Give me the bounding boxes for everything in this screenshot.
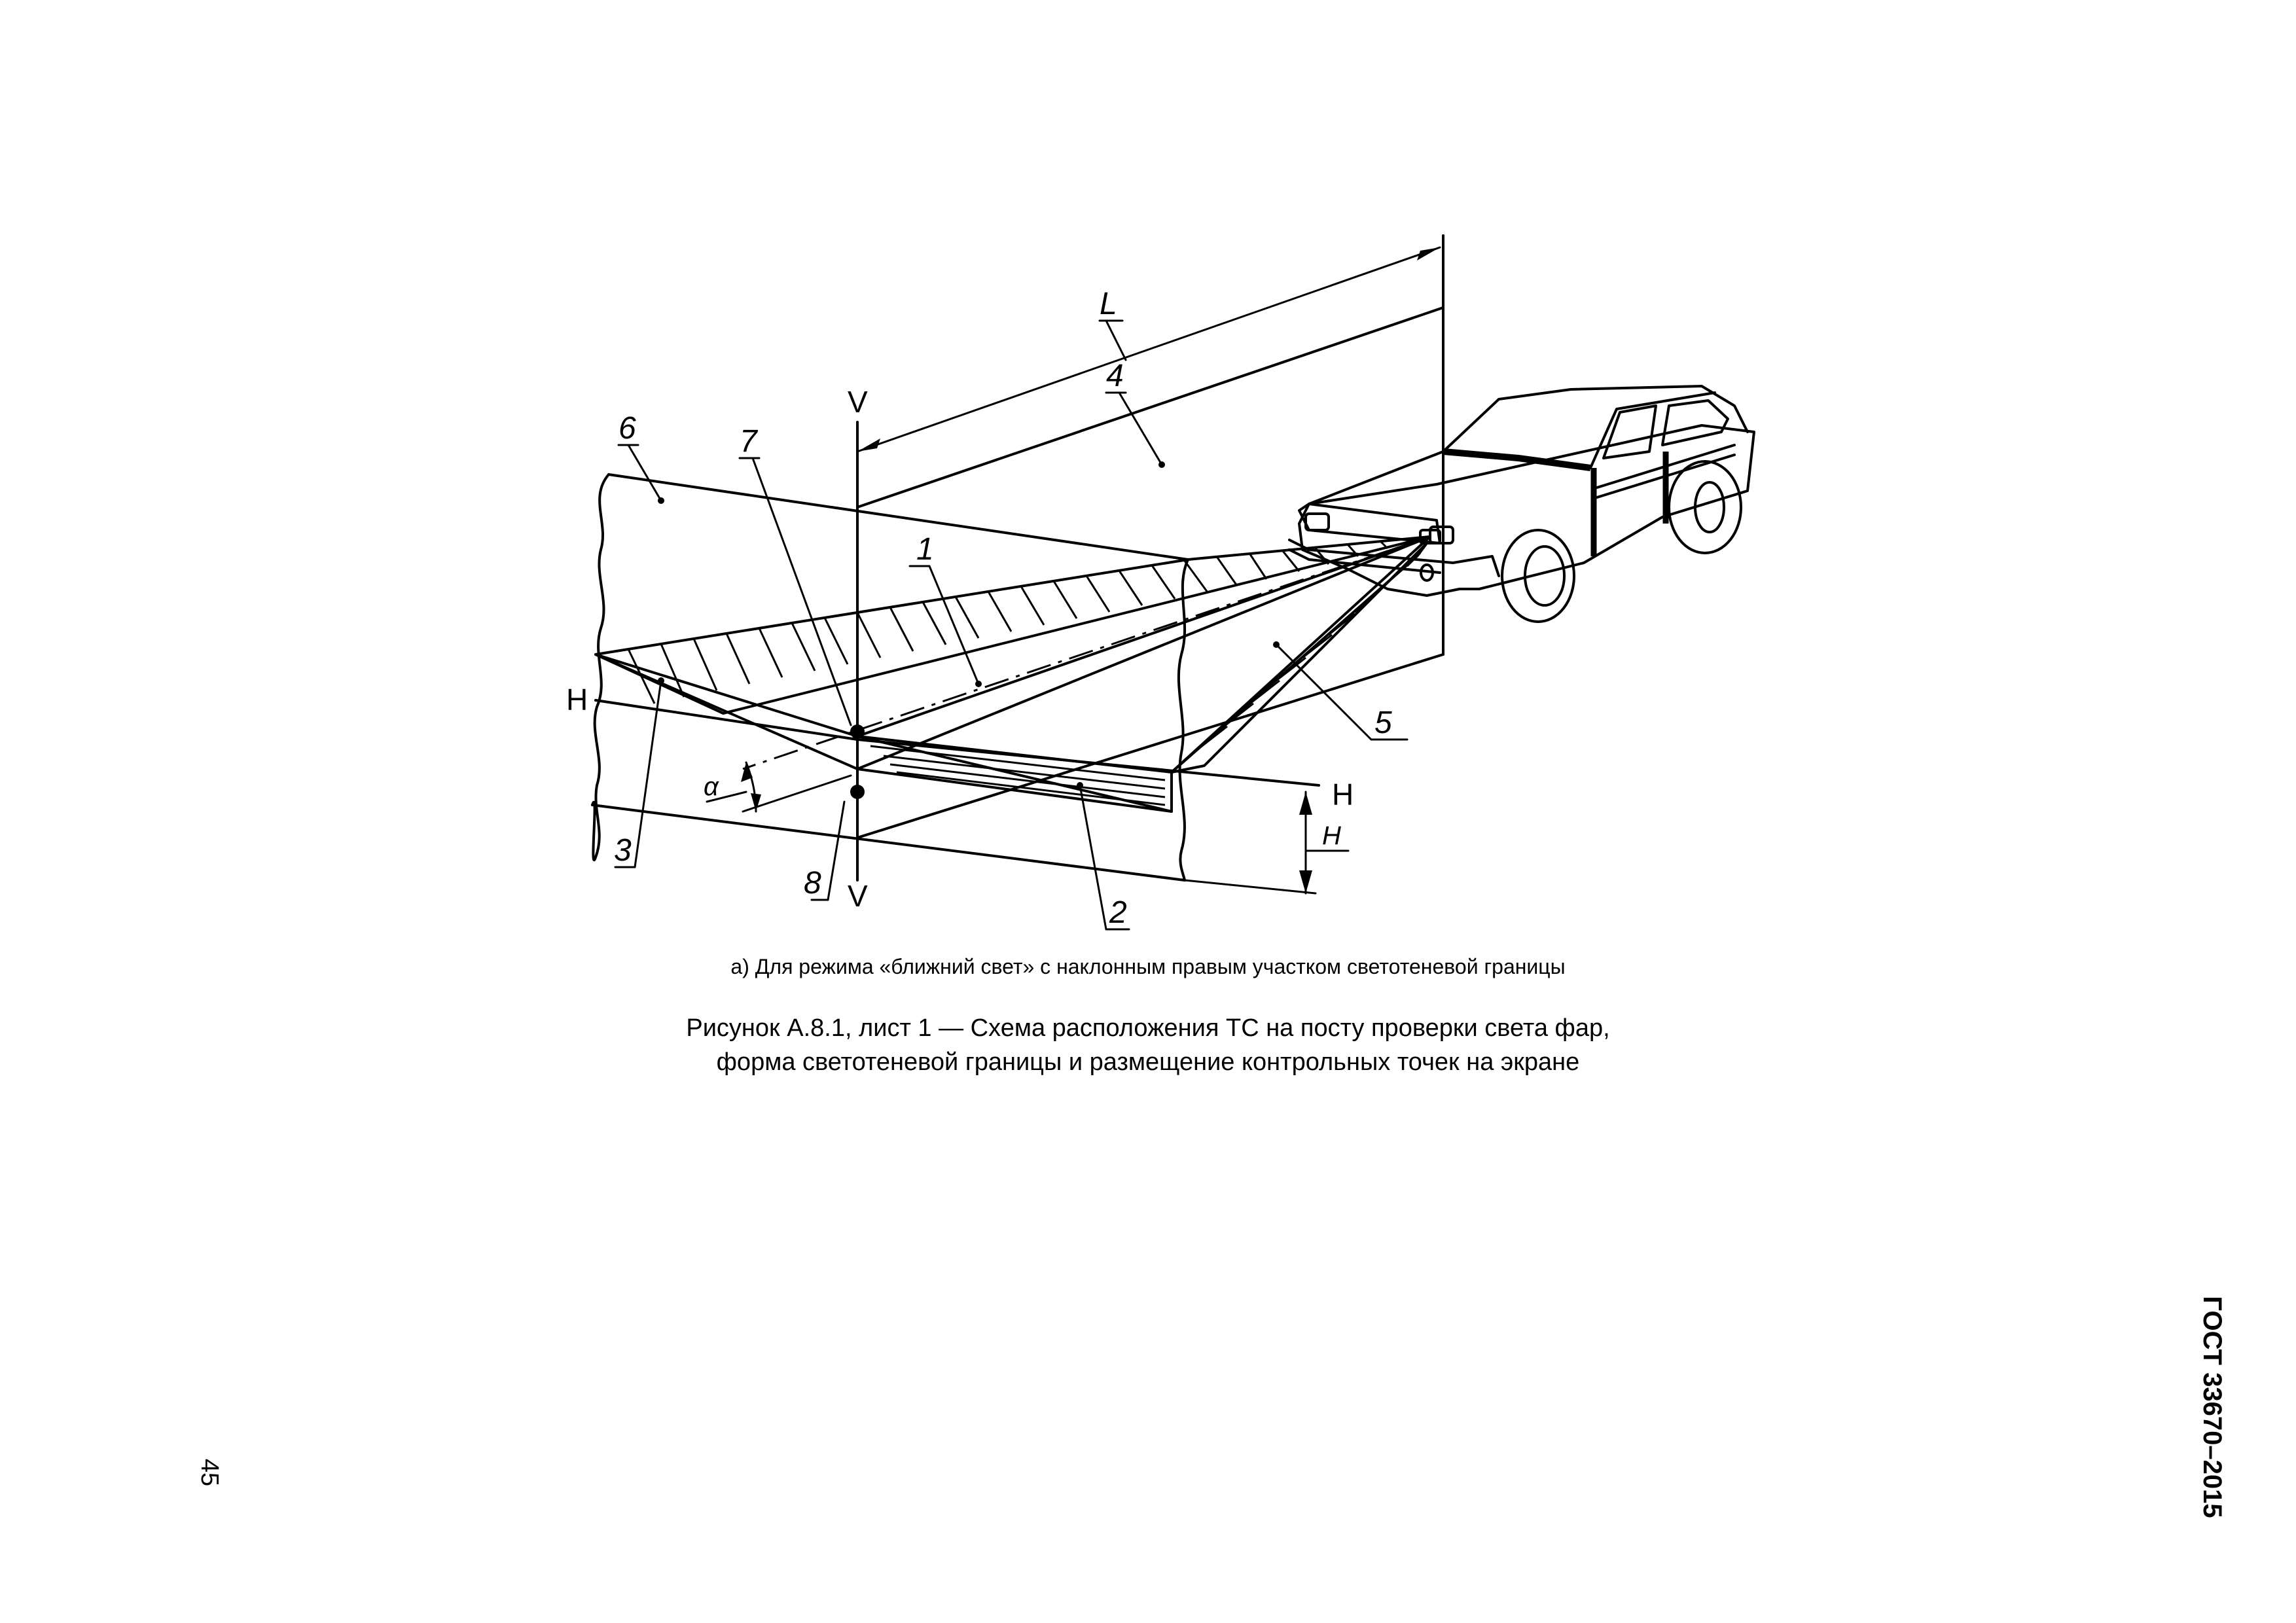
label-h-right: H — [1332, 777, 1354, 812]
figure-caption-line-1: Рисунок А.8.1, лист 1 — Схема расположения ТС на посту проверки света фар, — [686, 1014, 1610, 1042]
control-point-7 — [850, 724, 865, 739]
anchor-1 — [975, 681, 982, 687]
label-7: 7 — [740, 424, 757, 459]
label-4: 4 — [1106, 359, 1124, 393]
figure-caption-line-2: форма светотеневой границы и размещение контрольных точек на экране — [716, 1048, 1580, 1076]
page-number: 45 — [196, 1458, 223, 1487]
label-3: 3 — [614, 833, 632, 868]
anchor-3 — [658, 677, 664, 684]
label-dim-h: H — [1322, 821, 1341, 850]
leader-lines — [615, 393, 1407, 929]
angle-alpha — [707, 762, 851, 812]
control-point-8 — [850, 785, 865, 799]
figure-subcaption: а) Для режима «ближний свет» с наклонным правым участком светотеневой границы — [730, 955, 1566, 978]
label-6: 6 — [619, 411, 636, 446]
lower-cutoff-strip — [596, 654, 1172, 812]
anchor-4 — [1158, 461, 1165, 468]
label-v-top: V — [848, 385, 868, 419]
figure-caption — [0, 1011, 2296, 1079]
label-5: 5 — [1374, 705, 1392, 740]
document-code: ГОСТ 33670–2015 — [2198, 1296, 2227, 1518]
label-dim-l: L — [1100, 287, 1117, 321]
upper-beam-band — [596, 537, 1430, 713]
label-8: 8 — [804, 866, 821, 901]
label-1: 1 — [916, 532, 934, 567]
anchor-6 — [658, 497, 664, 504]
label-alpha: α — [704, 772, 719, 801]
label-h-left: H — [566, 683, 588, 717]
screen-left-part — [592, 474, 1188, 880]
car-icon — [1289, 386, 1754, 622]
label-v-bottom: V — [848, 879, 868, 913]
label-2: 2 — [1109, 895, 1127, 930]
anchor-2 — [1077, 782, 1083, 789]
anchor-5 — [1273, 641, 1280, 648]
dimension-l — [857, 247, 1440, 452]
